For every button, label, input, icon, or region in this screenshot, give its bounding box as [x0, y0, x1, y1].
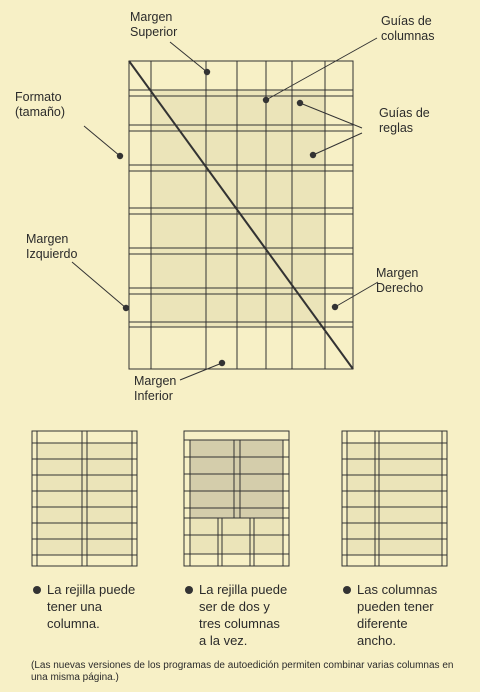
leader-guias-reglas-1-dot	[297, 100, 303, 106]
label-margen-derecho: Margen Derecho	[376, 266, 424, 295]
caption-different-width	[343, 581, 437, 649]
footnote: (Las nuevas versiones de los programas de autoedición permiten combinar varias columnas en una misma página.)	[31, 660, 454, 683]
caption-one-column-text: La rejilla puede tener una columna.	[47, 582, 136, 631]
bullet-icon	[33, 586, 41, 594]
caption-one-column	[33, 581, 135, 632]
label-margen-superior: Margen Superior	[130, 10, 178, 39]
leader-formato-dot	[117, 153, 123, 159]
small-page-mixed-columns-dark-area	[190, 440, 283, 518]
leader-margen-derecho-dot	[332, 304, 338, 310]
small-page-one-column-area	[37, 443, 132, 555]
label-margen-inferior: Margen Inferior	[134, 374, 177, 403]
bullet-icon	[185, 586, 193, 594]
small-page-mixed-columns-light-area	[190, 518, 283, 554]
leader-margen-izquierdo	[72, 262, 126, 308]
small-page-different-width-area	[347, 443, 442, 555]
caption-different-width-text: Las columnas pueden tener diferente ancho.	[357, 582, 438, 648]
label-formato: Formato (tamaño)	[15, 90, 66, 119]
caption-mixed-columns-text: La rejilla puede ser de dos y tres columnas a la vez.	[199, 582, 288, 648]
leader-margen-inferior-dot	[219, 360, 225, 366]
leader-guias-columnas-dot	[263, 97, 269, 103]
leader-guias-reglas-2-dot	[310, 152, 316, 158]
leader-margen-izquierdo-dot	[123, 305, 129, 311]
bullet-icon	[343, 586, 351, 594]
leader-formato	[84, 126, 120, 156]
label-margen-izquierdo: Margen Izquierdo	[26, 232, 78, 261]
caption-mixed-columns	[185, 581, 287, 649]
leader-margen-superior-dot	[204, 69, 210, 75]
label-guias-reglas: Guías de reglas	[379, 106, 430, 135]
label-guias-columnas: Guías de columnas	[381, 14, 435, 43]
